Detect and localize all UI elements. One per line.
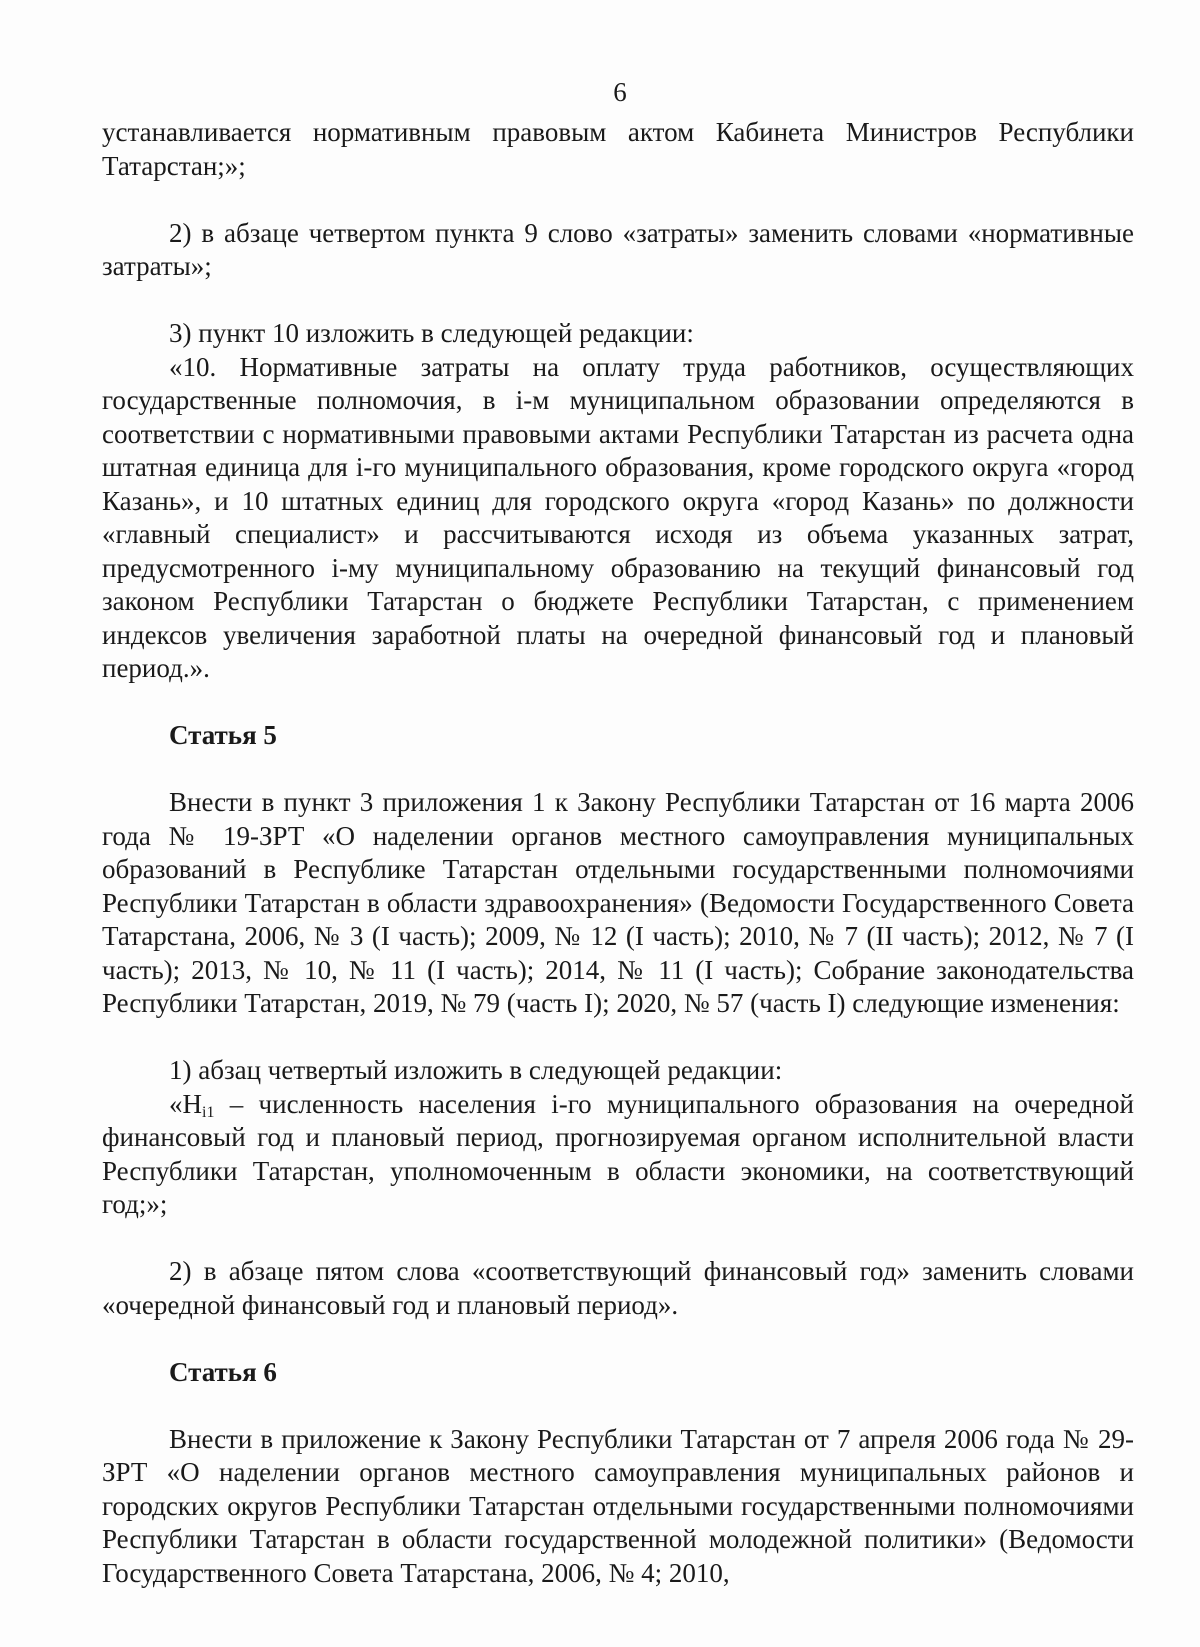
paragraph-item-2: 2) в абзаце четвертом пункта 9 слово «затраты» заменить словами «нормативные затраты»;: [102, 217, 1134, 281]
article-6-paragraph: Внести в приложение к Закону Республики Татарстан от 7 апреля 2006 года № 29-ЗРТ «О наделении органов местного самоуправления муниципальных районов и городских округов Республики Татарстан отдельными государственными полномочиями Республики Татарстан в области государственной молодежной политики» (Ведомости Государственного Совета Татарстана, 2006, № 4; 2010,: [102, 1423, 1134, 1588]
spacer: [102, 1389, 1134, 1423]
formula-symbol: «Н: [169, 1088, 202, 1119]
formula-subscript: i1: [202, 1103, 215, 1121]
formula-description: – численность населения i-го муниципального образования на очередной финансовый год и плановый период, прогнозируемая органом исполнительной власти Республики Татарстан, уполномоченным в области экономики, на соответствующий год;»;: [102, 1088, 1134, 1219]
article-5-item-1: 1) абзац четвертый изложить в следующей редакции:: [169, 1055, 783, 1085]
article-6-heading: Статья 6: [169, 1356, 277, 1387]
paragraph-point-10-text: «10. Нормативные затраты на оплату труда работников, осуществляющих государственные полномочия, в i-м муниципальном образовании определяются в соответствии с нормативными правовыми актами Республики Татарстан из расчета одна штатная единица для i-го муниципального образования, кроме городского округа «город Казань», и 10 штатных единиц для городского округа «город Казань» по должности «главный специалист» и рассчитываются исходя из объема указанных затрат, предусмотренного i-му муниципальному образованию на текущий финансовый год законом Республики Татарстан о бюджете Республики Татарстан, с применением индексов увеличения заработной платы на очередной финансовый год и плановый период.».: [102, 351, 1134, 683]
paragraph-continuation: устанавливается нормативным правовым актом Кабинета Министров Республики Татарстан;»;: [102, 117, 1134, 181]
spacer: [102, 1222, 1134, 1256]
spacer: [102, 183, 1134, 217]
spacer: [102, 1021, 1134, 1055]
spacer: [102, 753, 1134, 787]
article-5-item-1-text: [102, 1088, 1134, 1222]
article-5-heading: Статья 5: [169, 720, 277, 750]
paragraph-item-3: 3) пункт 10 изложить в следующей редакции:: [169, 318, 694, 348]
document-body: [102, 116, 1134, 1590]
spacer: [102, 686, 1134, 720]
article-5-item-2: 2) в абзаце пятом слова «соответствующий финансовый год» заменить словами «очередной финансовый год и плановый период».: [102, 1256, 1134, 1320]
spacer: [102, 1322, 1134, 1356]
spacer: [102, 284, 1134, 318]
article-5-paragraph: Внести в пункт 3 приложения 1 к Закону Республики Татарстан от 16 марта 2006 года № 19-ЗРТ «О наделении органов местного самоуправления муниципальных образований в Республике Татарстан отдельными государственными полномочиями Республики Татарстан в области здравоохранения» (Ведомости Государственного Совета Татарстана, 2006, № 3 (I часть); 2009, № 12 (I часть); 2010, № 7 (II часть); 2012, № 7 (I часть); 2013, № 10, № 11 (I часть); 2014, № 11 (I часть); Собрание законодательства Республики Татарстан, 2019, № 79 (часть I); 2020, № 57 (часть I) следующие изменения:: [102, 787, 1134, 1018]
page-number: 6: [613, 77, 627, 107]
